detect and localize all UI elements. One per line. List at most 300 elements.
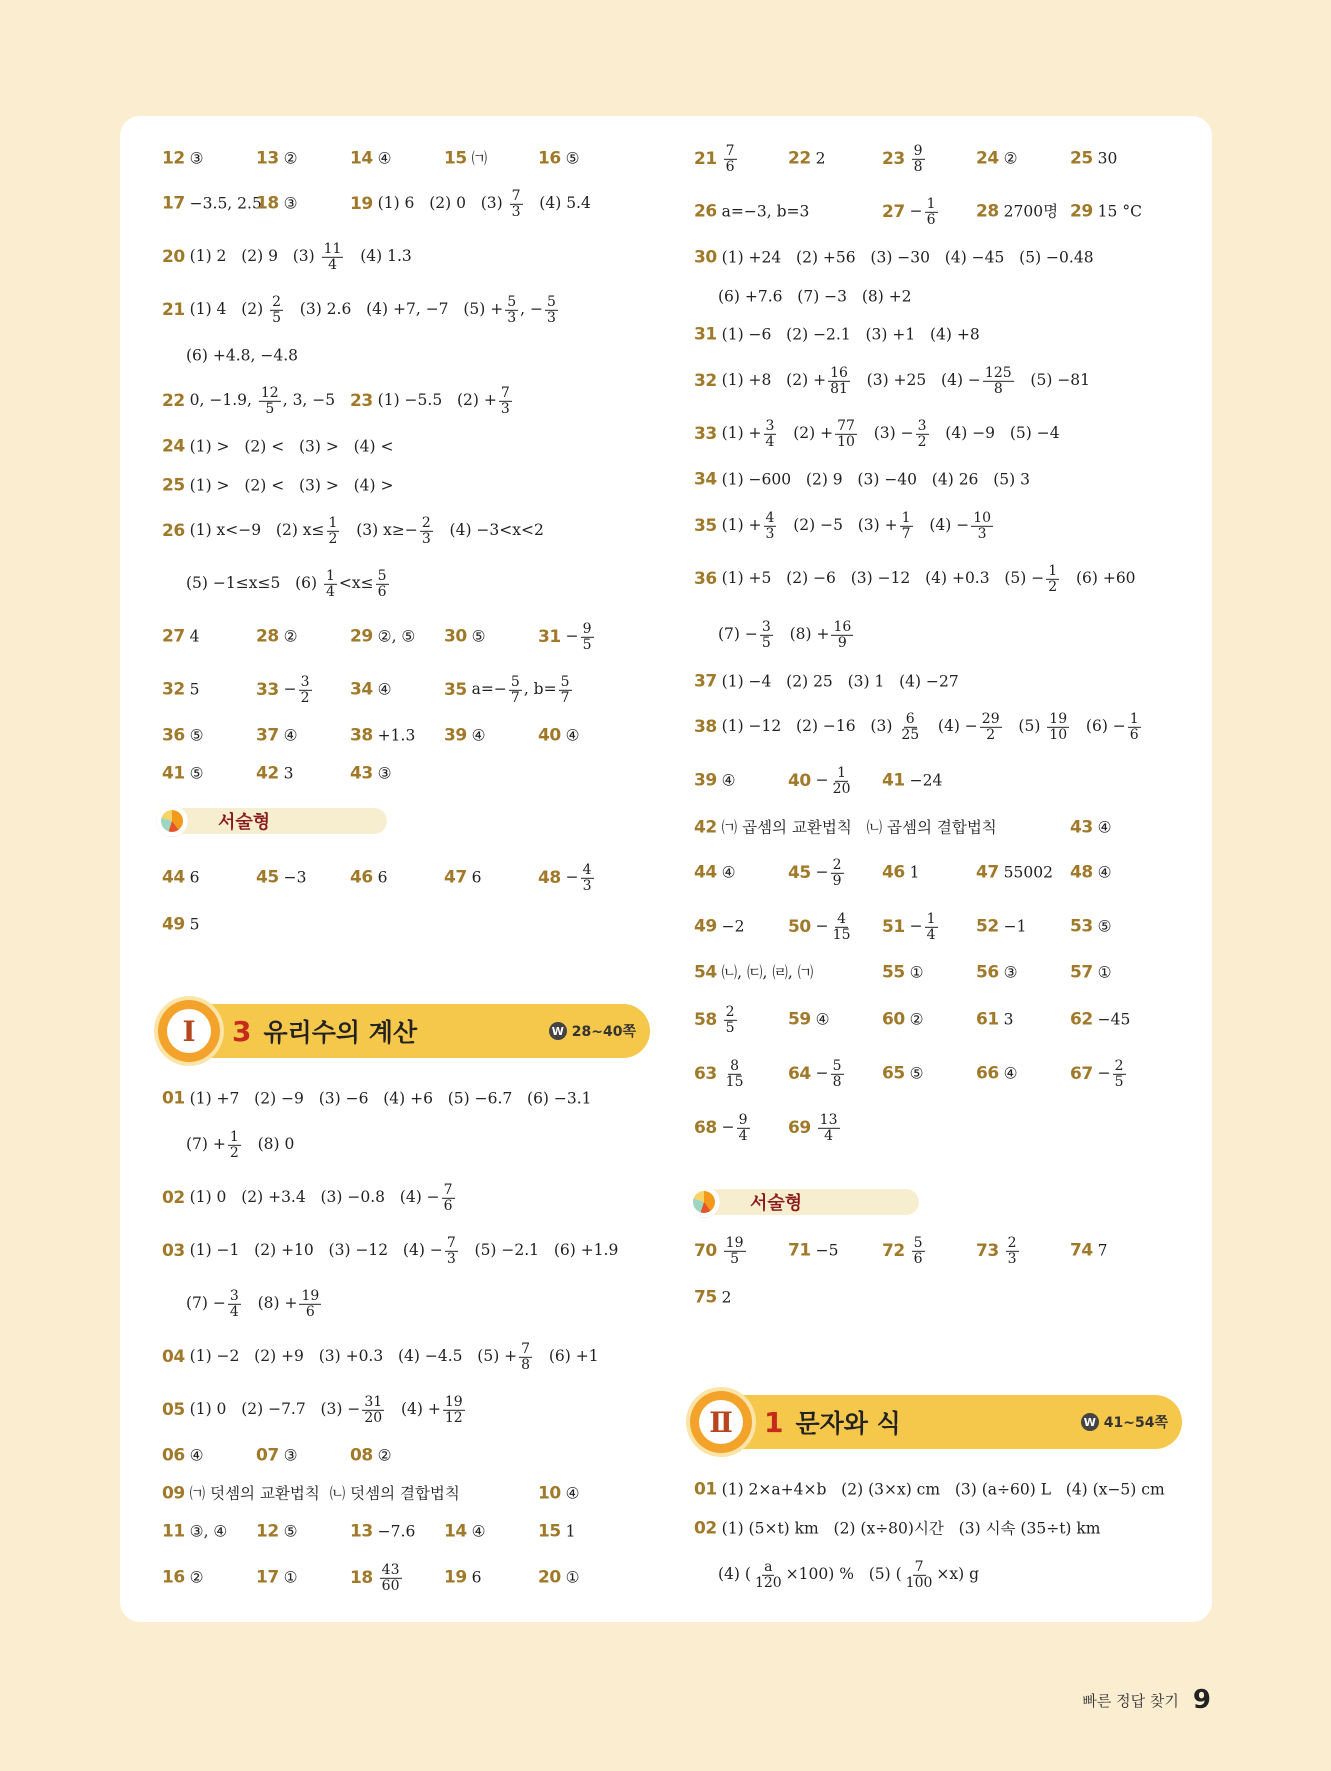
answer-text: (3) x≥− [341, 521, 418, 540]
answer-text: ④ [565, 726, 580, 745]
question-number: 46 [350, 867, 373, 888]
fraction-denominator: 4 [325, 583, 335, 600]
answer-item [976, 862, 1053, 883]
answer-item [882, 1009, 924, 1030]
question-number: 26 [694, 201, 717, 222]
answer-text: − [721, 1118, 735, 1137]
question-number: 55 [882, 962, 905, 983]
question-number: 09 [162, 1483, 185, 1504]
answer-text: ② [189, 1568, 204, 1587]
answer-item [976, 1009, 1014, 1030]
fraction-denominator: 4 [926, 926, 936, 943]
question-number: 12 [256, 1521, 279, 1542]
question-number: 23 [350, 390, 373, 411]
question-number: 35 [444, 679, 467, 700]
fraction-numerator: 10 [973, 509, 992, 526]
answer-text: ④ [815, 1010, 830, 1029]
question-number: 20 [538, 1567, 561, 1588]
answer-item [256, 763, 294, 784]
answer-text: 4 [189, 627, 200, 646]
answer-text: ② [283, 149, 298, 168]
answer-item [186, 569, 391, 599]
answer-item [694, 817, 997, 838]
answer-item [444, 1567, 482, 1588]
fraction-numerator: 7 [914, 1558, 924, 1575]
answer-item [1070, 201, 1142, 222]
question-number: 24 [976, 148, 999, 169]
answer-item [882, 962, 924, 983]
fraction-numerator: 1 [926, 195, 936, 212]
answer-item [976, 1063, 1018, 1084]
answer-item [162, 148, 204, 169]
answer-item [694, 1287, 732, 1308]
answer-item [162, 1236, 618, 1266]
fraction [764, 511, 777, 541]
answer-text: (8) 0 [242, 1135, 295, 1154]
answer-item [350, 763, 392, 784]
answer-text: ④ [1097, 863, 1112, 882]
answer-text: (1) > (2) < (3) > (4) > [189, 476, 394, 495]
answer-item [788, 1113, 842, 1143]
answer-text: (8) + [242, 1294, 298, 1313]
answer-item [350, 1445, 392, 1466]
fraction-denominator: 9 [832, 872, 842, 889]
question-number: 47 [444, 867, 467, 888]
question-number: 06 [162, 1445, 185, 1466]
fraction-denominator: 81 [830, 380, 848, 397]
answer-item [162, 626, 200, 647]
answer-item [350, 725, 416, 746]
answer-text: (5) −2.1 (6) +1.9 [459, 1241, 619, 1260]
fraction-denominator: 5 [761, 634, 771, 651]
answer-text: 5 [189, 680, 200, 699]
question-number: 54 [694, 962, 717, 983]
question-number: 51 [882, 916, 905, 937]
answer-item [538, 148, 580, 169]
answer-text: 55002 [1003, 863, 1053, 882]
answer-item [350, 1521, 416, 1542]
fraction-denominator: 20 [832, 780, 851, 797]
question-number: 39 [694, 770, 717, 791]
page-range: 28~40쪽 [571, 1024, 636, 1040]
answer-item [162, 1521, 228, 1542]
answer-item [162, 763, 204, 784]
fraction-denominator: 6 [926, 211, 936, 228]
answer-text: 15 °C [1097, 202, 1142, 221]
question-number: 49 [694, 916, 717, 937]
fraction-numerator: 5 [546, 293, 556, 310]
answer-item [162, 386, 335, 416]
answer-text: 2 [721, 1288, 732, 1307]
fraction-denominator: 8 [521, 1356, 531, 1373]
fraction-denominator: 2 [229, 1144, 239, 1161]
fraction-denominator: 10 [837, 433, 855, 450]
fraction-denominator: 3 [546, 309, 556, 326]
answer-item [882, 1236, 927, 1266]
fraction [1006, 1236, 1019, 1266]
fraction-denominator: 7 [560, 689, 570, 706]
answer-text: − [815, 917, 829, 936]
answer-text: (1) x<−9 (2) x≤ [189, 521, 325, 540]
fraction-numerator: 5 [560, 673, 570, 690]
fraction [228, 1130, 241, 1160]
answer-text: ㈁, ㈂, ㈃, ㈀ [721, 963, 814, 982]
answer-item [694, 1059, 748, 1089]
answer-text: ② [283, 627, 298, 646]
chapter-number: 3 [232, 1014, 252, 1048]
answer-text: (1) +24 (2) +56 (3) −30 (4) −45 (5) −0.48 [721, 248, 1094, 267]
fraction-numerator: 19 [301, 1287, 320, 1304]
fraction [818, 1113, 840, 1143]
answer-item [882, 770, 943, 791]
answer-text: − [1097, 1064, 1111, 1083]
fraction-denominator: 5 [272, 309, 282, 326]
fraction-denominator: 4 [328, 256, 337, 273]
answer-text: ⑤ [565, 149, 580, 168]
fraction-numerator: 1 [229, 1128, 239, 1145]
question-number: 42 [694, 817, 717, 838]
answer-text: ③ [189, 149, 204, 168]
answer-text: 6 [471, 1568, 482, 1587]
answer-text: ② [1003, 149, 1018, 168]
answer-item [256, 725, 298, 746]
answer-text: ②, ⑤ [377, 627, 416, 646]
answer-text: 6 [189, 868, 200, 887]
question-number: 30 [694, 247, 717, 268]
fraction-numerator: 2 [1007, 1234, 1017, 1251]
answer-text: (8) + [774, 625, 830, 644]
question-number: 46 [882, 862, 905, 883]
answer-text: , − [520, 300, 543, 319]
answer-item [162, 1342, 599, 1372]
question-number: 27 [162, 626, 185, 647]
answer-item [1070, 1240, 1108, 1261]
fraction-numerator: 7 [500, 384, 510, 401]
chapter-title: 유리수의 계산 [263, 1018, 418, 1047]
question-number: 19 [350, 193, 373, 214]
answer-item [694, 712, 1143, 742]
answer-text: 2700명 [1003, 202, 1059, 221]
fraction-numerator: 2 [1114, 1057, 1124, 1074]
fraction-denominator: 6 [913, 1250, 923, 1267]
answer-item [444, 725, 486, 746]
answer-item [694, 247, 1094, 268]
answer-text: ④ [377, 149, 392, 168]
answer-item [694, 366, 1090, 396]
question-number: 18 [256, 193, 279, 214]
question-number: 67 [1070, 1063, 1093, 1084]
fraction [545, 295, 558, 325]
fraction [912, 1236, 925, 1266]
question-number: 01 [694, 1479, 717, 1500]
answer-text: ① [565, 1568, 580, 1587]
answer-text: (4) − [914, 516, 970, 535]
question-number: 47 [976, 862, 999, 883]
fraction-denominator: 6 [725, 158, 735, 175]
fraction [904, 1560, 935, 1590]
answer-text: − [909, 202, 923, 221]
question-number: 43 [350, 763, 373, 784]
answer-item [694, 144, 739, 174]
question-number: 53 [1070, 916, 1093, 937]
fraction-numerator: 9 [738, 1111, 748, 1128]
answer-text: (4) 5.4 [524, 194, 591, 213]
question-number: 28 [256, 626, 279, 647]
answer-text: (4) −3<x<2 [434, 521, 544, 540]
answer-text: −2 [721, 917, 745, 936]
question-number: 43 [1070, 817, 1093, 838]
answer-text: ④ [1097, 818, 1112, 837]
answer-text: ×100) % (5) ( [785, 1565, 902, 1584]
question-number: 02 [162, 1187, 185, 1208]
answer-text: <x≤ [338, 574, 374, 593]
answer-text: (1) 4 (2) [189, 300, 269, 319]
answer-text: a=−3, b=3 [721, 202, 810, 221]
answer-text: ⑤ [1097, 917, 1112, 936]
answer-text: 7 [1097, 1241, 1108, 1260]
fraction [581, 622, 594, 652]
answer-item [788, 912, 855, 942]
fraction-denominator: 3 [582, 877, 592, 894]
fraction-numerator: 16 [830, 364, 848, 381]
answer-item [538, 1483, 580, 1504]
answer-text: (4) + [386, 1400, 441, 1419]
fraction [443, 1395, 465, 1425]
question-number: 40 [538, 725, 561, 746]
fraction-numerator: 7 [446, 1234, 456, 1251]
answer-item [1070, 916, 1112, 937]
answer-item [538, 863, 596, 893]
answer-text: ④ [1003, 1064, 1018, 1083]
answer-text: ② [909, 1010, 924, 1029]
fraction-denominator: 100 [905, 1574, 933, 1591]
question-number: 17 [256, 1567, 279, 1588]
subjective-label [162, 808, 387, 834]
fraction-numerator: 2 [272, 293, 282, 310]
answer-item [256, 1445, 298, 1466]
fraction-denominator: 6 [443, 1197, 453, 1214]
answer-item [444, 626, 486, 647]
answer-item [1070, 148, 1118, 169]
question-number: 63 [694, 1063, 717, 1084]
answer-item [186, 1130, 294, 1160]
fraction-numerator: 7 [521, 1340, 531, 1357]
fraction-numerator: 5 [510, 673, 520, 690]
fraction-numerator: 7 [511, 187, 521, 204]
subjective-label-text: 서술형 [218, 812, 271, 833]
answer-text: 6 [471, 868, 482, 887]
page-footer [1082, 1685, 1211, 1715]
answer-item [350, 626, 416, 647]
fraction-denominator: 60 [381, 1577, 400, 1594]
fraction-denominator: 2 [986, 726, 996, 743]
fraction-numerator: 5 [507, 293, 517, 310]
answer-item [718, 289, 912, 305]
answer-item [256, 193, 298, 214]
question-number: 71 [788, 1240, 811, 1261]
question-number: 03 [162, 1240, 185, 1261]
answer-text: −3.5, 2.5 [189, 194, 262, 213]
question-number: 75 [694, 1287, 717, 1308]
fraction-denominator: 20 [364, 1409, 383, 1426]
question-number: 37 [694, 671, 717, 692]
fraction [510, 189, 523, 219]
answer-text: (2) −5 (3) + [778, 516, 898, 535]
fraction-numerator: 7 [725, 142, 735, 159]
fraction-denominator: 4 [229, 1303, 239, 1320]
fraction [362, 1395, 384, 1425]
answer-text: , 3, −5 [282, 391, 336, 410]
fraction-denominator: 5 [582, 636, 592, 653]
fraction [925, 912, 938, 942]
fraction-denominator: 9 [837, 634, 847, 651]
question-number: 41 [882, 770, 905, 791]
answer-text: +1.3 [377, 726, 416, 745]
fraction [831, 620, 853, 650]
answer-text: ④ [189, 1446, 204, 1465]
answer-text: , b= [523, 680, 557, 699]
fraction-denominator: 10 [1049, 726, 1068, 743]
fraction [899, 712, 921, 742]
question-number: 28 [976, 201, 999, 222]
fraction [322, 242, 344, 272]
fraction-numerator: 1 [837, 764, 847, 781]
fraction-denominator: 5 [265, 400, 275, 417]
answer-text: ④ [565, 1484, 580, 1503]
page-range: 41~54쪽 [1103, 1415, 1168, 1431]
question-number: 12 [162, 148, 185, 169]
question-number: 62 [1070, 1009, 1093, 1030]
answer-item [256, 1567, 298, 1588]
chapter-roman: Ⅱ [699, 1400, 743, 1444]
fraction-numerator: 1 [325, 567, 335, 584]
answer-text: − [909, 917, 923, 936]
answer-item [162, 1567, 204, 1588]
answer-item [788, 858, 846, 888]
question-number: 52 [976, 916, 999, 937]
answer-item [976, 201, 1059, 222]
fraction-numerator: 3 [229, 1287, 239, 1304]
answer-text: ④ [471, 726, 486, 745]
answer-text: − [565, 627, 579, 646]
answer-text: 2 [815, 149, 826, 168]
fraction [724, 144, 737, 174]
answer-text: (3) 2.6 (4) +7, −7 (5) + [285, 300, 504, 319]
answer-text: (1) 6 (2) 0 (3) [377, 194, 508, 213]
answer-text: ㈀ 덧셈의 교환법칙 ㈁ 덧셈의 결합법칙 [189, 1484, 460, 1503]
question-number: 27 [882, 201, 905, 222]
fraction [831, 766, 853, 796]
answer-item [694, 916, 745, 937]
question-number: 31 [538, 626, 561, 647]
answer-text: −5 [815, 1241, 839, 1260]
answer-text: (3) +25 (4) − [851, 371, 981, 390]
fraction-denominator: 15 [725, 1073, 744, 1090]
question-number: 34 [350, 679, 373, 700]
fraction [376, 569, 389, 599]
answer-item [718, 1560, 979, 1590]
question-number: 21 [162, 299, 185, 320]
answer-text: (1) −2 (2) +9 (3) +0.3 (4) −4.5 (5) + [189, 1347, 518, 1366]
answer-item [444, 867, 482, 888]
answer-item [694, 419, 1060, 449]
subjective-label [694, 1189, 919, 1215]
fraction [442, 1183, 455, 1213]
answer-text: (5) −1≤x≤5 (6) [186, 574, 322, 593]
answer-item [1070, 962, 1112, 983]
chapter-banner [694, 1395, 1182, 1449]
fraction-denominator: 3 [511, 203, 521, 220]
fraction [980, 712, 1002, 742]
answer-text: (6) +60 [1061, 569, 1136, 588]
answer-text: (1) + [721, 424, 762, 443]
question-number: 36 [694, 568, 717, 589]
fraction-denominator: 3 [507, 309, 517, 326]
answer-item [162, 295, 560, 325]
question-number: 14 [444, 1521, 467, 1542]
question-number: 38 [350, 725, 373, 746]
fraction-numerator: 1 [926, 910, 936, 927]
section-icon [688, 1186, 720, 1218]
answer-text: −7.6 [377, 1522, 416, 1541]
answer-item [256, 675, 314, 705]
fraction [724, 1236, 746, 1266]
chapter-pages [549, 1021, 636, 1041]
fraction-denominator: 3 [1007, 1250, 1017, 1267]
fraction-denominator: 3 [977, 525, 987, 542]
answer-item [694, 511, 995, 541]
fraction [445, 1236, 458, 1266]
answer-text: ① [1097, 963, 1112, 982]
question-number: 16 [538, 148, 561, 169]
question-number: 68 [694, 1117, 717, 1138]
fraction [753, 1560, 784, 1590]
answer-panel [120, 116, 1212, 1622]
answer-item [538, 622, 596, 652]
fraction [764, 419, 777, 449]
answer-item [256, 626, 298, 647]
fraction-numerator: 43 [381, 1561, 400, 1578]
question-number: 69 [788, 1117, 811, 1138]
fraction-denominator: 2 [328, 530, 338, 547]
answer-item [882, 197, 940, 227]
question-number: 22 [162, 390, 185, 411]
question-number: 15 [444, 148, 467, 169]
fraction-numerator: 29 [981, 710, 1000, 727]
fraction [925, 197, 938, 227]
question-number: 48 [1070, 862, 1093, 883]
question-number: 29 [350, 626, 373, 647]
question-number: 66 [976, 1063, 999, 1084]
fraction [505, 295, 518, 325]
answer-item [976, 916, 1027, 937]
fraction-denominator: 3 [446, 1250, 456, 1267]
question-number: 44 [694, 862, 717, 883]
answer-item [694, 1113, 752, 1143]
answer-item [444, 675, 574, 705]
answer-text: (7) − [186, 1294, 226, 1313]
question-number: 22 [788, 148, 811, 169]
fraction [916, 419, 929, 449]
answer-item [256, 867, 307, 888]
fraction [499, 386, 512, 416]
fraction [1046, 564, 1059, 594]
answer-item [788, 1240, 839, 1261]
chapter-title: 문자와 식 [795, 1409, 901, 1438]
fraction-numerator: 7 [443, 1181, 453, 1198]
fraction-numerator: 2 [832, 856, 842, 873]
question-number: 02 [694, 1518, 717, 1539]
